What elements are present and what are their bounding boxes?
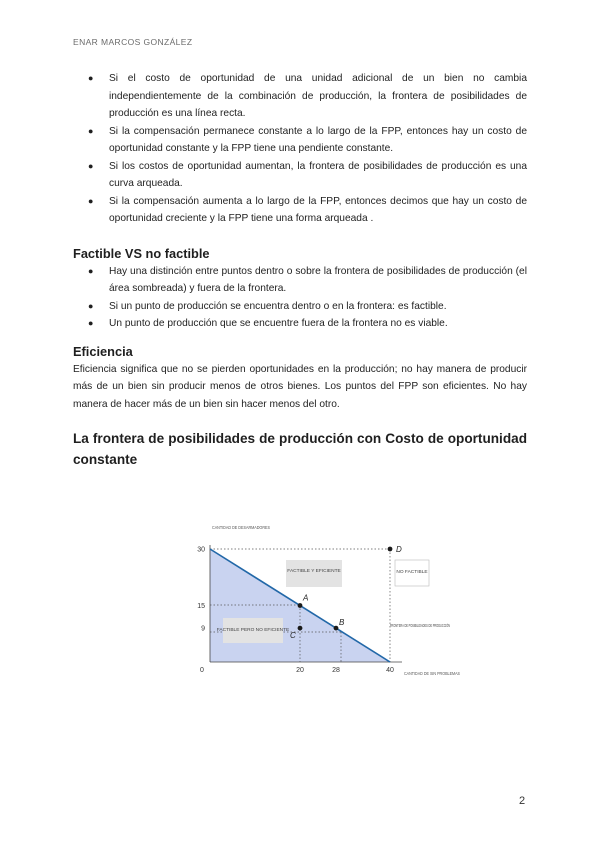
- data-point-c: [298, 626, 303, 631]
- y-tick-label: 30: [197, 546, 205, 554]
- data-point-label: A: [303, 593, 309, 603]
- annotation-efficient: FACTIBLE Y EFICIENTE: [287, 569, 341, 574]
- annotation-not-feasible: NO FACTIBLE: [396, 570, 428, 575]
- page-header-author: ENAR MARCOS GONZÁLEZ: [73, 37, 193, 47]
- document-body: [73, 70, 527, 470]
- list-item: ● Si el costo de oportunidad de una unidad adicional de un bien no cambia independientemente de la combinación de producción, la frontera de posibilidades de producción es una línea recta.: [73, 70, 527, 123]
- bullet-icon: ●: [88, 265, 94, 276]
- x-tick-labels: [296, 667, 394, 674]
- intro-bullet-list: [73, 70, 527, 228]
- y-tick-label: 9: [201, 625, 205, 633]
- data-point-label: C: [290, 631, 296, 641]
- bullet-icon: ●: [88, 125, 94, 136]
- y-tick-labels: [197, 547, 205, 633]
- ppf-figure: [150, 515, 470, 690]
- list-item: ● Si la compensación permanece constante a lo largo de la FPP, entonces hay un costo de oportunidad constante y la FPP tiene una pendiente constante.: [73, 123, 527, 158]
- y-tick-label: 15: [197, 603, 205, 610]
- bullet-icon: ●: [88, 73, 94, 83]
- bullet-icon: ●: [88, 300, 94, 311]
- annotation-frontier: FRONTERA DE POSIBILIDADES DE PRODUCCIÓN: [390, 623, 450, 628]
- section-title: La frontera de posibilidades de producción con Costo de oportunidad constante: [73, 431, 527, 467]
- page-number: 2: [519, 795, 526, 807]
- data-point-label: D: [396, 545, 402, 554]
- list-item: ● Si un punto de producción se encuentra dentro o en la frontera: es factible.: [73, 298, 527, 316]
- ppf-chart: [150, 515, 470, 690]
- x-tick-label: 40: [386, 667, 394, 674]
- list-item: ● Un punto de producción que se encuentre fuera de la frontera no es viable.: [73, 315, 527, 333]
- y-axis-label: CANTIDAD DE DESARMADORES: [212, 525, 270, 530]
- eficiencia-paragraph: Eficiencia significa que no se pierden oportunidades en la producción; no hay manera de producir más de un bien sin producir menos de otros bienes. Los puntos del FPP son eficientes. No hay manera de hacer más de un bien sin hacer menos del otro.: [73, 363, 527, 410]
- list-item: ● Si la compensación aumenta a lo largo de la FPP, entonces decimos que hay un costo de oportunidad creciente y la FPP tiene una forma arqueada .: [73, 193, 527, 228]
- list-item: ● Si los costos de oportunidad aumentan, la frontera de posibilidades de producción es una curva arqueada.: [73, 158, 527, 193]
- factible-bullet-list: [73, 263, 527, 333]
- data-point-a: [298, 603, 303, 608]
- x-axis-label: CANTIDAD DE SIN PROBLEMAS: [404, 671, 460, 676]
- bullet-icon: ●: [88, 195, 94, 206]
- factible-heading: Factible VS no factible: [73, 245, 210, 261]
- x-tick-label: 28: [332, 667, 340, 674]
- eficiencia-heading: Eficiencia: [73, 343, 133, 359]
- x-tick-label: 20: [296, 667, 304, 674]
- bullet-icon: ●: [88, 318, 94, 328]
- origin-label: 0: [200, 667, 204, 674]
- data-point-label: B: [339, 618, 345, 628]
- annotation-inefficient: FACTIBLE PERO NO EFICIENTE: [216, 628, 290, 633]
- list-item: ● Hay una distinción entre puntos dentro o sobre la frontera de posibilidades de producción (el área sombreada) y fuera de la frontera.: [73, 263, 527, 298]
- data-point-d: [388, 547, 393, 552]
- data-point-b: [334, 626, 339, 631]
- bullet-icon: ●: [88, 160, 94, 171]
